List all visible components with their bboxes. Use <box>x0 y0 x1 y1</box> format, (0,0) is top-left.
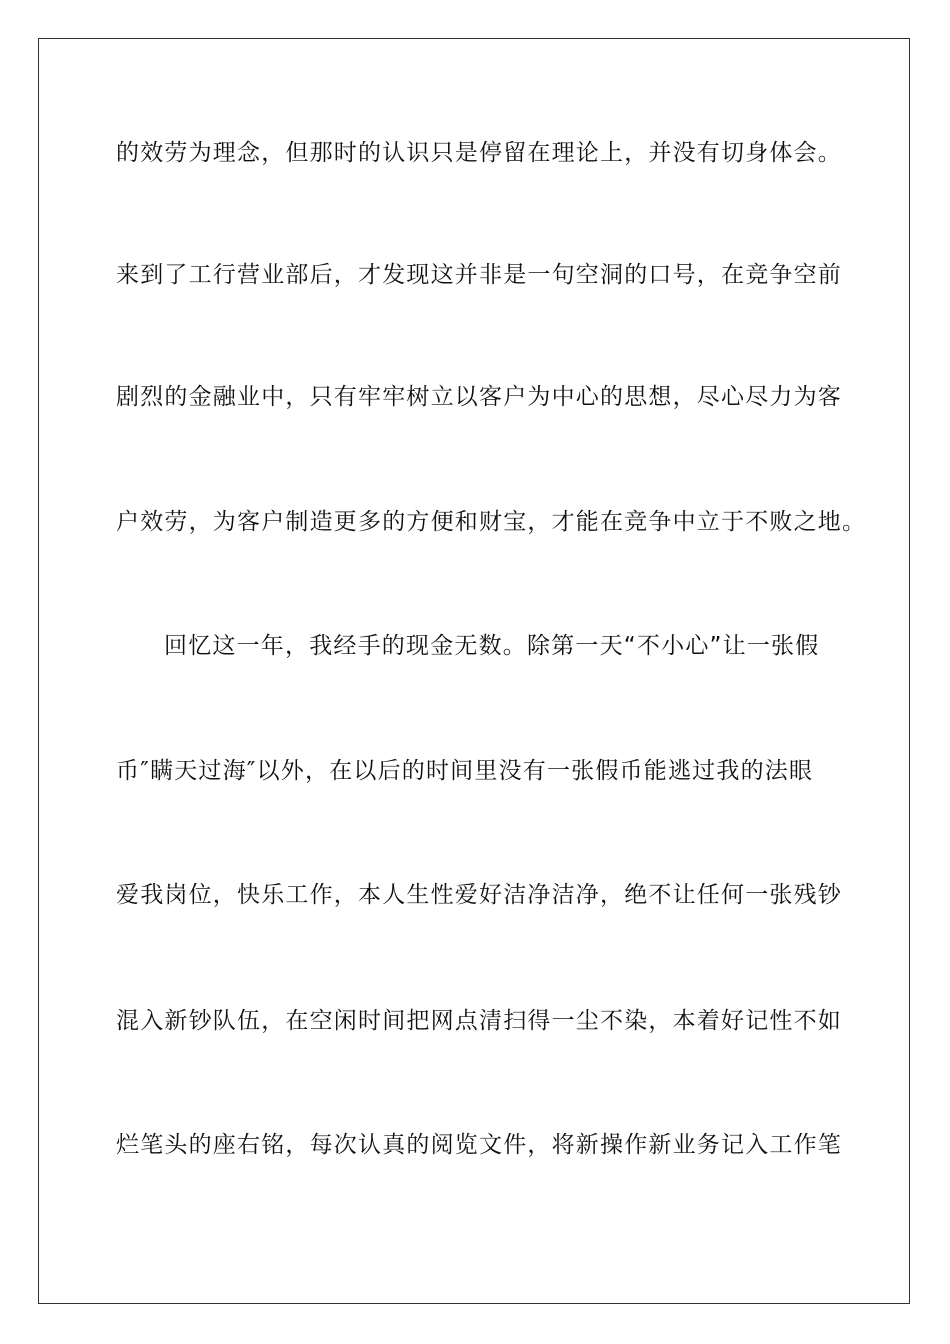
paragraph-line-6: 币″瞒天过海″以外，在以后的时间里没有一张假币能逃过我的法眼 <box>116 758 814 784</box>
page-frame <box>38 38 910 1304</box>
paragraph-line-9: 烂笔头的座右铭，每次认真的阅览文件，将新操作新业务记入工作笔 <box>116 1132 842 1158</box>
paragraph-line-7: 爱我岗位，快乐工作，本人生性爱好洁净洁净，绝不让任何一张残钞 <box>116 882 842 908</box>
paragraph-line-4: 户效劳，为客户制造更多的方便和财宝，才能在竞争中立于不败之地。 <box>116 509 867 535</box>
paragraph-line-2: 来到了工行营业部后，才发现这并非是一句空洞的口号，在竞争空前 <box>116 262 842 288</box>
paragraph-line-1: 的效劳为理念，但那时的认识只是停留在理论上，并没有切身体会。 <box>116 140 842 166</box>
paragraph-line-3: 剧烈的金融业中，只有牢牢树立以客户为中心的思想，尽心尽力为客 <box>116 384 842 410</box>
paragraph-line-5: 回忆这一年，我经手的现金无数。除第一天“不小心”让一张假 <box>164 633 820 659</box>
paragraph-line-8: 混入新钞队伍，在空闲时间把网点清扫得一尘不染，本着好记性不如 <box>116 1008 842 1034</box>
